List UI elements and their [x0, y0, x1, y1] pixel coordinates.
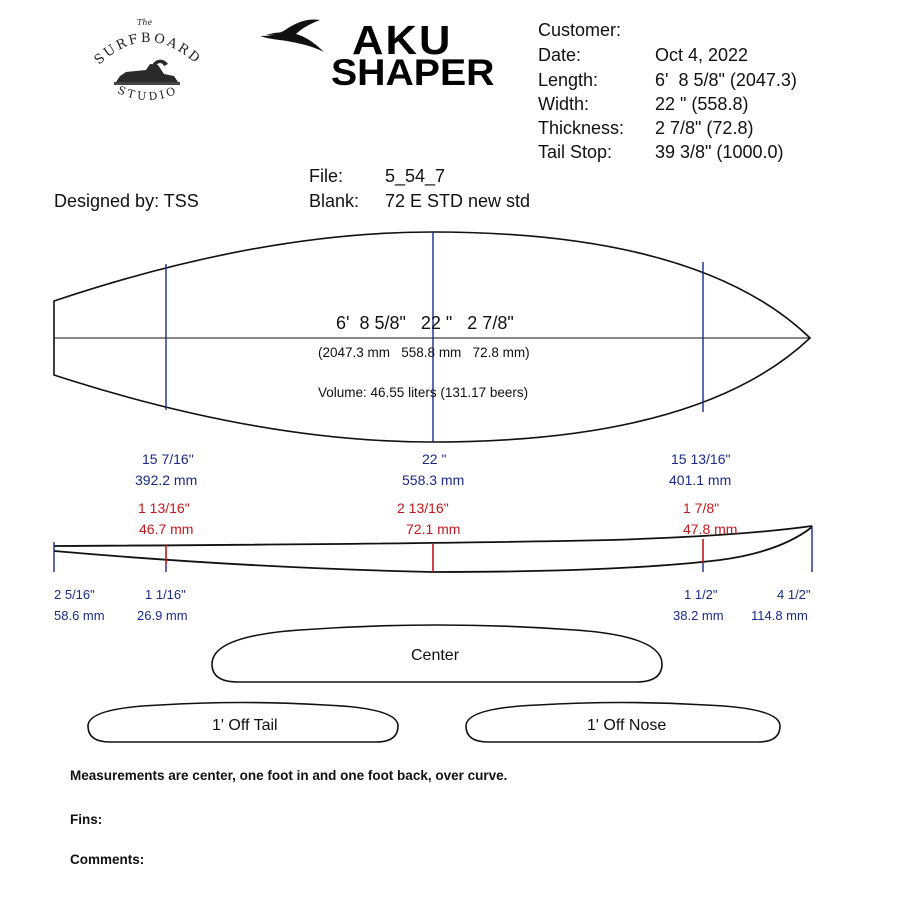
fins-label: Fins: — [70, 812, 103, 827]
rocker-nose-edge-inch: 4 1/2" — [777, 587, 811, 602]
width-center-mm: 558.3 mm — [402, 472, 465, 488]
thickness-center-inch: 2 13/16" — [397, 500, 449, 516]
file-value: 5_54_7 — [385, 166, 446, 186]
spec-value-tail-stop: 39 3/8" (1000.0) — [655, 142, 784, 162]
rocker-tail-inch: 1 1/16" — [145, 587, 186, 602]
board-outline — [54, 232, 810, 442]
thickness-center-mm: 72.1 mm — [406, 521, 461, 537]
comments-label: Comments: — [70, 852, 145, 867]
rocker-nose-mm: 38.2 mm — [673, 608, 724, 623]
section-center-label: Center — [411, 647, 460, 664]
rocker-tail-mm: 26.9 mm — [137, 608, 188, 623]
outline-dims-imperial: 6' 8 5/8" 22 " 2 7/8" — [336, 313, 514, 333]
outline-volume: Volume: 46.55 liters (131.17 beers) — [318, 385, 529, 400]
logo-bottom-text: STUDIO — [115, 84, 181, 104]
spec-label-length: Length: — [538, 70, 599, 90]
thickness-tail-mm: 46.7 mm — [139, 521, 194, 537]
measurements-note: Measurements are center, one foot in and one foot back, over curve. — [70, 768, 508, 783]
width-center-inch: 22 " — [422, 451, 447, 467]
spec-label-customer: Customer: — [538, 20, 622, 40]
brand-line2: SHAPER — [331, 52, 495, 93]
designed-by: Designed by: TSS — [54, 191, 199, 211]
width-tail-mm: 392.2 mm — [135, 472, 198, 488]
spec-label-tail-stop: Tail Stop: — [538, 142, 613, 162]
width-tail-inch: 15 7/16" — [142, 451, 194, 467]
spec-label-thickness: Thickness: — [538, 118, 625, 138]
thickness-nose-inch: 1 7/8" — [683, 500, 720, 516]
section-off-nose-label: 1' Off Nose — [587, 717, 667, 734]
rocker-nose-inch: 1 1/2" — [684, 587, 718, 602]
rocker-tail-edge-inch: 2 5/16" — [54, 587, 95, 602]
width-nose-mm: 401.1 mm — [669, 472, 732, 488]
spec-value-length: 6' 8 5/8" (2047.3) — [655, 70, 797, 90]
spec-label-width: Width: — [538, 94, 590, 114]
thickness-tail-inch: 1 13/16" — [138, 500, 190, 516]
rocker-tail-edge-mm: 58.6 mm — [54, 608, 105, 623]
spec-value-date: Oct 4, 2022 — [655, 45, 749, 65]
blank-label: Blank: — [309, 191, 360, 211]
logo-arc-text: SURFBOARD — [91, 30, 205, 68]
spec-label-date: Date: — [538, 45, 582, 65]
spec-value-thickness: 2 7/8" (72.8) — [655, 118, 754, 138]
outline-dims-metric: (2047.3 mm 558.8 mm 72.8 mm) — [318, 345, 530, 360]
spec-value-width: 22 " (558.8) — [655, 94, 749, 114]
file-label: File: — [309, 166, 344, 186]
brand-line1: AKU — [352, 17, 453, 63]
width-nose-inch: 15 13/16" — [671, 451, 731, 467]
rocker-nose-edge-mm: 114.8 mm — [751, 608, 808, 623]
blank-value: 72 E STD new std — [385, 191, 531, 211]
section-off-tail-label: 1' Off Tail — [212, 717, 278, 734]
logo-small-text: The — [137, 18, 153, 27]
thickness-nose-mm: 47.8 mm — [683, 521, 738, 537]
